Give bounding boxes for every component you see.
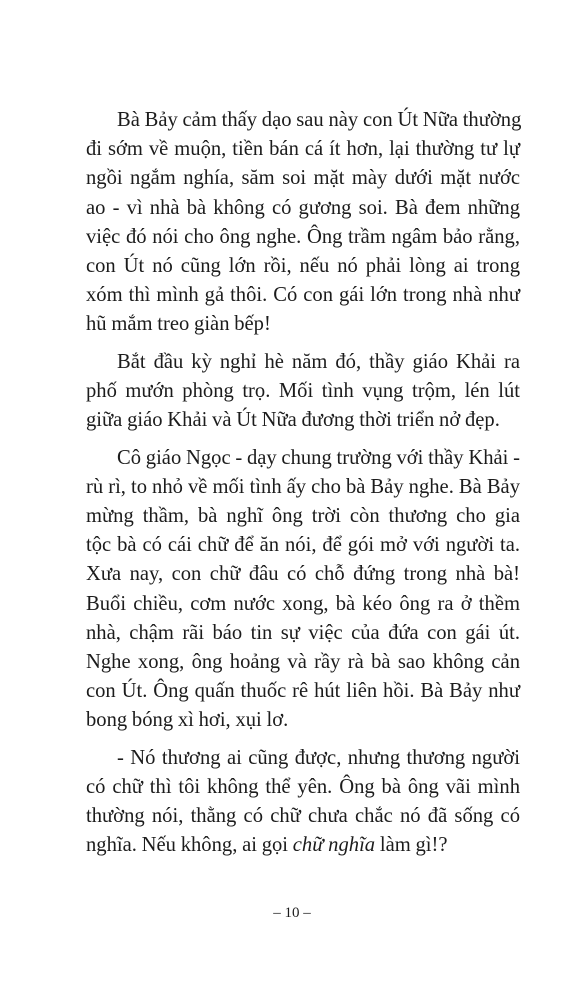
text-line: phố mướn phòng trọ. Mối tình vụng trộm, lén lút xyxy=(86,380,520,403)
text-line: Bà Bảy cảm thấy dạo sau này con Út Nữa thường xyxy=(117,109,522,131)
text-line: Bắt đầu kỳ nghỉ hè năm đó, thầy giáo Khải ra xyxy=(117,350,520,373)
text-line: xóm thì mình gả thôi. Có con gái lớn trong nhà như xyxy=(86,284,520,307)
text-line: con Út nó cũng lớn rồi, nếu nó phải lòng ai trong xyxy=(86,255,520,278)
paragraph-3 xyxy=(86,444,520,736)
text-line: việc đó nói cho ông nghe. Ông trầm ngâm bảo rằng, xyxy=(86,225,520,248)
text-line: tộc bà có cái chữ để ăn nói, để gói mở với người ta. xyxy=(86,534,520,557)
text-line: ao - vì nhà bà không có gương soi. Bà đem những xyxy=(86,196,520,219)
text-line: hũ mắm treo giàn bếp! xyxy=(86,313,271,336)
text-line: con Út. Ông quấn thuốc rê hút liên hồi. Bà Bảy như xyxy=(86,680,520,703)
text-line: Cô giáo Ngọc - dạy chung trường với thầy Khải - xyxy=(117,446,520,469)
text-run: nghĩa. Nếu không, ai gọi xyxy=(86,834,293,857)
text-run: làm gì!? xyxy=(375,834,448,857)
text-line: nhà, chậm rãi báo tin sự việc của đứa con gái út. xyxy=(86,621,520,644)
text-line: Nghe xong, ông hoảng và rầy rà bà sao không cản xyxy=(86,651,520,674)
text-line: - Nó thương ai cũng được, nhưng thương người xyxy=(117,746,520,769)
text-line: có chữ thì tôi không thể yên. Ông bà ông vãi mình xyxy=(86,776,520,799)
text-line: đi sớm về muộn, tiền bán cá ít hơn, lại thường tư lự xyxy=(86,138,520,161)
text-line: rù rì, to nhỏ về mối tình ấy cho bà Bảy nghe. Bà Bảy xyxy=(86,475,520,498)
text-line: giữa giáo Khải và Út Nữa đương thời triển nở đẹp. xyxy=(86,409,500,432)
italic-term: chữ nghĩa xyxy=(292,834,376,857)
text-line: bong bóng xì hơi, xụi lơ. xyxy=(86,709,289,732)
page-number: – 10 – xyxy=(273,905,311,921)
paragraph-2 xyxy=(86,348,520,436)
body-text xyxy=(86,106,520,869)
text-line: Xưa nay, con chữ đâu có chỗ đứng trong nhà bà! xyxy=(86,563,520,586)
text-line: Buổi chiều, cơm nước xong, bà kéo ông ra ở thềm xyxy=(86,592,520,615)
text-line: mừng thầm, bà nghĩ ông trời còn thương cho gia xyxy=(86,505,520,528)
paragraph-1 xyxy=(86,106,520,340)
paragraph-4 xyxy=(86,744,520,861)
text-line xyxy=(86,831,520,860)
text-line: ngồi ngắm nghía, săm soi mặt mày dưới mặt nước xyxy=(86,167,520,190)
text-line: thường nói, thằng có chữ chưa chắc nó đã sống có xyxy=(86,805,520,828)
